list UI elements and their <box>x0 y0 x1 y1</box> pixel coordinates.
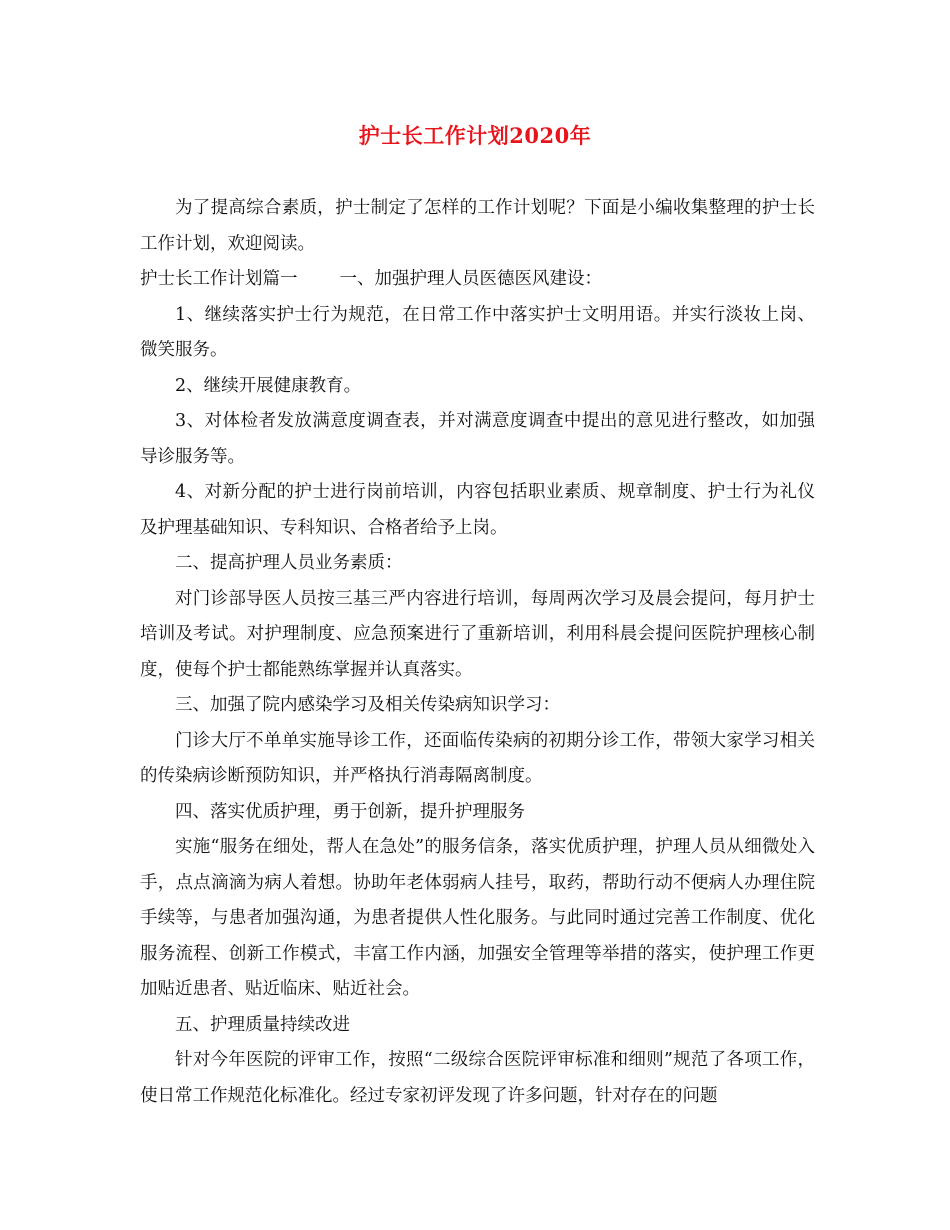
paragraph-1: 1、继续落实护士行为规范，在日常工作中落实护士文明用语。并实行淡妆上岗、微笑服务。 <box>140 304 815 360</box>
intro-paragraph: 为了提高综合素质，护士制定了怎样的工作计划呢？下面是小编收集整理的护士长工作计划，欢迎阅读。 <box>140 198 815 254</box>
section-heading-5: 五、护理质量持续改进 <box>175 1014 350 1035</box>
section-heading-2: 二、提高护理人员业务素质： <box>175 553 403 573</box>
document-body <box>140 191 815 1114</box>
paragraph-4: 4、对新分配的护士进行岗前培训，内容包括职业素质、规章制度、护士行为礼仪及护理基础知识、专科知识、合格者给予上岗。 <box>140 482 815 538</box>
paragraph-5: 对门诊部导医人员按三基三严内容进行培训，每周两次学习及晨会提问，每月护士培训及考试。对护理制度、应急预案进行了重新培训，利用科晨会提问医院护理核心制度，使每个护士都能熟练掌握并认真落实。 <box>140 588 815 680</box>
section-heading-3: 三、加强了院内感染学习及相关传染病知识学习： <box>175 695 560 715</box>
document-title: 护士长工作计划2020年 <box>358 123 592 148</box>
paragraph-7: 实施“服务在细处，帮人在急处”的服务信条，落实优质护理，护理人员从细微处入手，点点滴滴为病人着想。协助年老体弱病人挂号，取药，帮助行动不便病人办理住院手续等，与患者加强沟通，为患者提供人性化服务。与此同时通过完善工作制度、优化服务流程、创新工作模式，丰富工作内涵，加强安全管理等举措的落实，使护理工作更加贴近患者、贴近临床、贴近社会。 <box>140 837 815 999</box>
paragraph-2: 2、继续开展健康教育。 <box>175 375 362 396</box>
paragraph-6: 门诊大厅不单单实施导诊工作，还面临传染病的初期分诊工作，带领大家学习相关的传染病诊断预防知识，并严格执行消毒隔离制度。 <box>140 730 815 786</box>
plan-heading-line <box>140 262 815 298</box>
section-heading-1: 一、加强护理人员医德医风建设： <box>339 269 602 289</box>
section-heading-4: 四、落实优质护理，勇于创新，提升护理服务 <box>175 801 525 822</box>
paragraph-8: 针对今年医院的评审工作，按照“二级综合医院评审标准和细则”规范了各项工作，使日常工作规范化标准化。经过专家初评发现了许多问题，针对存在的问题 <box>140 1050 815 1106</box>
paragraph-3: 3、对体检者发放满意度调查表，并对满意度调查中提出的意见进行整改，如加强导诊服务等。 <box>140 411 815 467</box>
plan-label: 护士长工作计划篇一 <box>140 269 298 289</box>
